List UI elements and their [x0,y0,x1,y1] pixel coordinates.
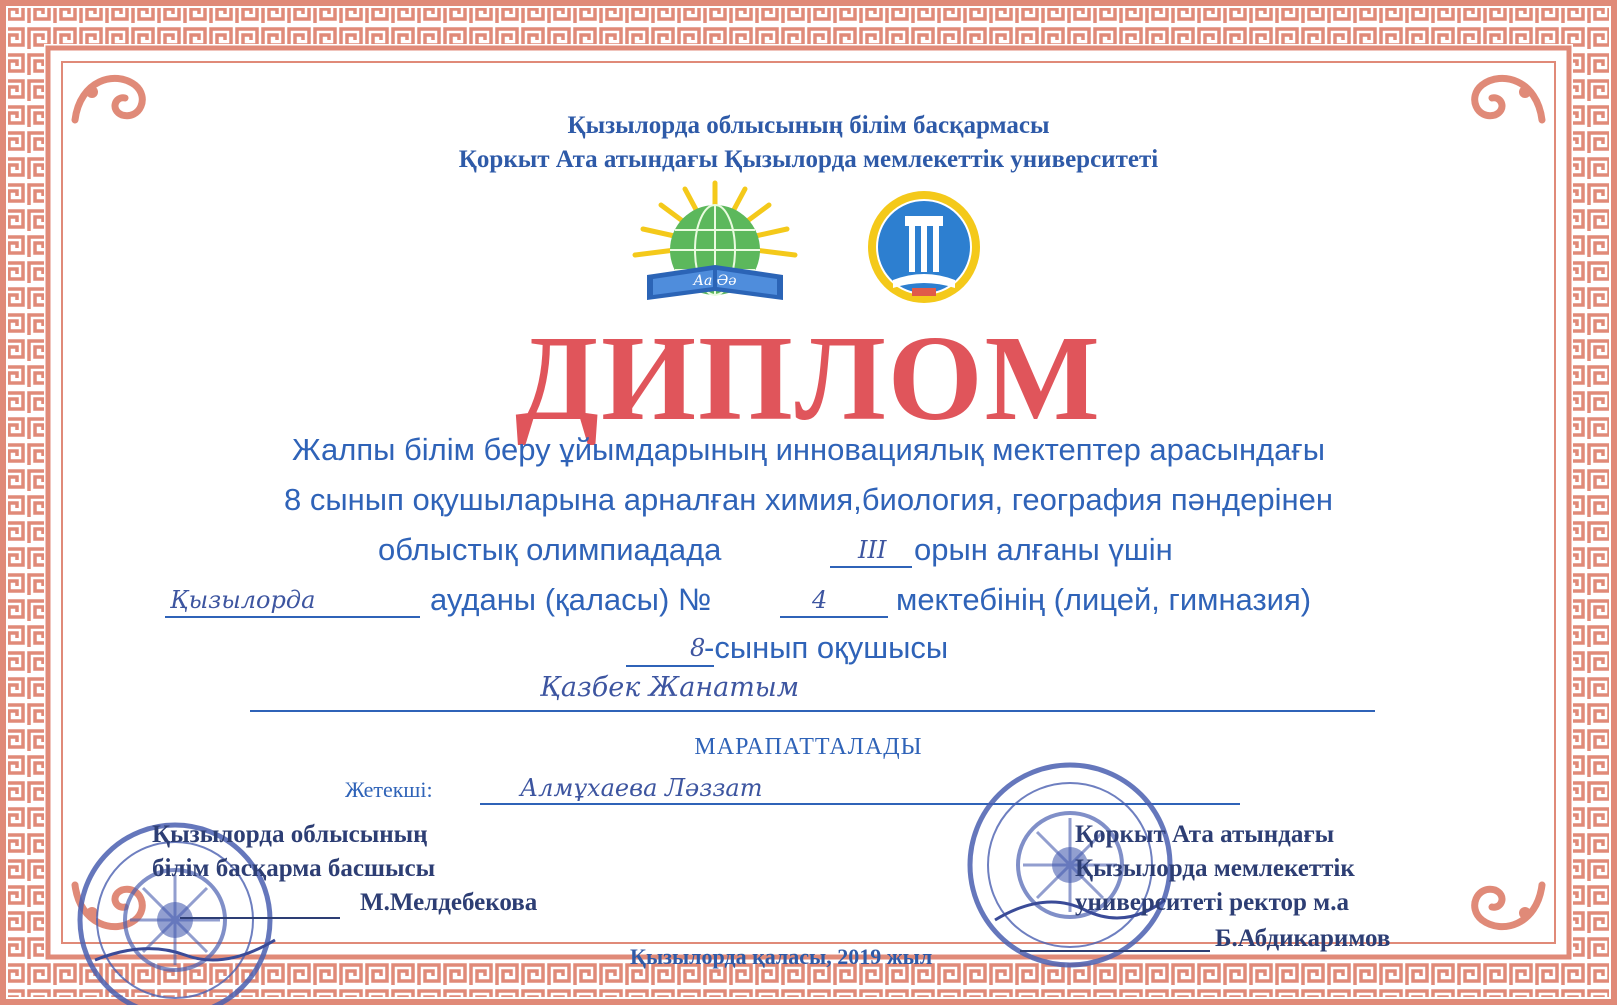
school-no-value: 4 [812,586,828,614]
logo-letters: Аа Әә [693,273,737,289]
school-no-underline [780,616,888,618]
supervisor-label: Жетекші: [345,777,433,802]
body-line-3-start: облыстық олимпиадада [378,532,722,567]
left-signature-line [180,917,340,919]
issuer-line-1: Қызылорда облысының білім басқармасы [567,112,1050,139]
body-line-1: Жалпы білім беру ұйымдарының инновациялық мектептер арасындағы [292,432,1325,467]
student-name: Қазбек Жанатым [540,672,800,703]
grade-value: 8 [690,634,706,662]
body-line-4-mid: ауданы (қаласы) № [430,582,712,617]
body-line-2: 8 сынып оқушыларына арналған химия,биология, география пәндерінен [284,482,1333,517]
document-title: ДИПЛОМ [515,311,1102,446]
body-line-5: -сынып оқушысы [704,630,949,665]
left-signatory-line-2: білім басқарма басшысы [152,855,436,882]
place-value: III [858,536,887,564]
district-underline [165,616,420,618]
left-signatory-line-1: Қызылорда облысының [152,821,428,848]
right-signatory-line-2: Қызылорда мемлекеттік [1075,855,1355,882]
right-signatory-line-1: Қоркыт Ата атындағы [1075,821,1335,848]
education-logo [625,175,805,310]
body-line-3-end: орын алғаны үшін [914,532,1173,567]
right-signatory-name: Б.Абдикаримов [1215,925,1391,952]
place-underline [830,566,912,568]
body-line-4-end: мектебінің (лицей, гимназия) [896,582,1312,617]
student-name-underline [250,710,1375,712]
right-signature-line [1020,950,1210,952]
place-and-year: Қызылорда қаласы, 2019 жыл [630,944,933,969]
university-emblem [865,188,983,306]
issuer-line-2: Қоркыт Ата атындағы Қызылорда мемлекеттік университеті [458,146,1159,173]
award-text: МАРАПАТТАЛАДЫ [694,734,923,760]
supervisor-name: Алмұхаева Ләззат [520,774,763,802]
left-signatory-name: М.Мелдебекова [360,889,538,916]
district-value: Қызылорда [170,586,316,614]
right-signatory-line-3: университеті ректор м.а [1075,889,1349,916]
grade-underline [626,665,714,667]
